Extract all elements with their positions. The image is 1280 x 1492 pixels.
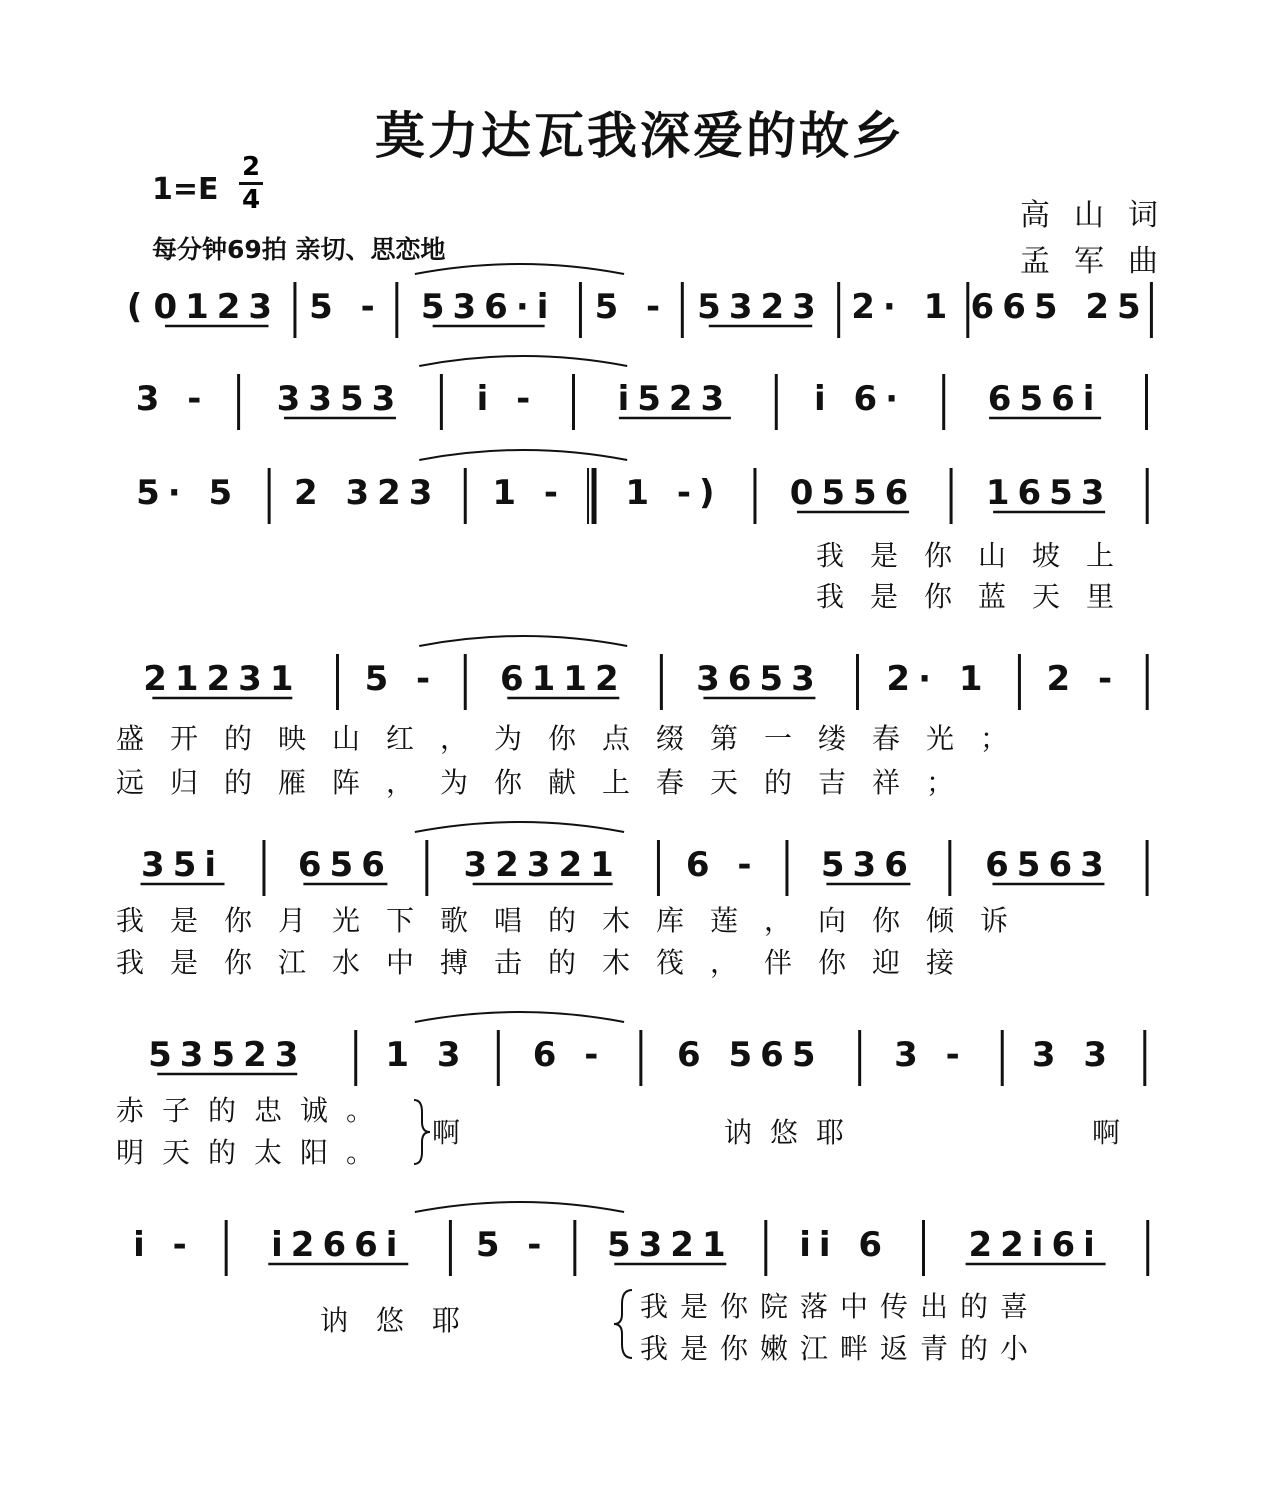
note-group: i -	[476, 379, 539, 419]
note-group: 3 -	[135, 379, 210, 419]
note-group: 536·i	[420, 287, 557, 327]
note-group: 5 -	[594, 287, 669, 327]
lyric-line: 我是你院落中传出的喜	[640, 1290, 1041, 1323]
note-group: 22i6i	[968, 1225, 1103, 1265]
note-group: 6112	[499, 659, 627, 699]
lyric-line: 赤子的忠诚。	[116, 1094, 393, 1127]
slur-arc	[419, 636, 627, 646]
note-group: 3 -	[894, 1035, 968, 1075]
verse-brace	[414, 1100, 430, 1164]
note-group: 0556	[789, 473, 917, 513]
note-group: 21231	[143, 659, 302, 699]
song-title: 莫力达瓦我深爱的故乡	[375, 107, 905, 165]
note-group: 6 -	[532, 1035, 607, 1075]
note-group: 0123	[153, 287, 281, 327]
note-group: 5· 5	[136, 473, 241, 513]
lyric-line: 我是你月光下歌唱的木库莲，向你倾诉	[116, 904, 1035, 937]
note-group: 2· 1	[886, 659, 991, 699]
time-signature-top: 2	[241, 152, 261, 182]
note-group: 2· 1	[851, 287, 956, 327]
note-group: 5 -	[475, 1225, 550, 1265]
note-group: 2 -	[1046, 659, 1121, 699]
note-group: 35i	[141, 845, 225, 885]
note-group: 2 323	[293, 473, 441, 513]
lyric-line: 明天的太阳。	[116, 1136, 393, 1169]
note-group: 3 3	[1031, 1035, 1116, 1075]
slur-arc	[419, 450, 627, 460]
note-group: 3353	[276, 379, 404, 419]
lyric-line: 讷悠耶	[724, 1116, 863, 1149]
verse-brace	[614, 1290, 632, 1358]
lyric-line: 我是你江水中搏击的木筏，伴你迎接	[116, 946, 981, 979]
lyric-line: 我是你蓝天里	[816, 580, 1141, 613]
lyricist-credit: 高山词	[1020, 198, 1182, 233]
note-group: 6563	[985, 845, 1112, 885]
note-group: 1 3	[385, 1035, 469, 1075]
note-group: 656	[297, 845, 393, 885]
lyric-line: 我是你嫩江畔返青的小	[640, 1332, 1041, 1365]
note-group: 5 -	[364, 659, 439, 699]
note-group: 5323	[697, 287, 824, 327]
time-signature-bottom: 4	[241, 185, 261, 215]
note-group: 6 -	[685, 845, 760, 885]
slur-arc	[415, 1012, 624, 1022]
note-group: i266i	[271, 1225, 406, 1265]
note-group: 536	[820, 845, 916, 885]
lyric-line: 盛开的映山红，为你点缀第一缕春光；	[116, 722, 1035, 755]
lyric-line: 我是你山坡上	[816, 539, 1141, 572]
note-group: 656i	[987, 379, 1103, 419]
composer-credit: 孟军曲	[1020, 244, 1182, 279]
lyric-line: 讷悠耶	[320, 1304, 489, 1337]
note-group: i 6·	[813, 379, 907, 419]
note-group: 1 -	[492, 473, 566, 513]
note-group: i523	[617, 379, 733, 419]
note-group: 3653	[696, 659, 823, 699]
lyric-line: 啊	[432, 1116, 479, 1149]
note-group: 665 25	[970, 287, 1149, 327]
note-group: i -	[133, 1225, 195, 1265]
slur-arc	[419, 356, 627, 366]
note-group: 5 -	[309, 287, 383, 327]
lyric-line: 啊	[1092, 1116, 1139, 1149]
slur-arc	[415, 264, 624, 274]
key-signature: 1=E	[152, 172, 219, 207]
note-group: (	[126, 287, 151, 327]
note-group: ii 6	[799, 1225, 891, 1265]
lyric-line: 远归的雁阵，为你献上春天的吉祥；	[116, 766, 981, 799]
tempo-marking: 每分钟69拍 亲切、思恋地	[152, 235, 446, 264]
note-group: 5321	[606, 1225, 734, 1265]
note-group: 32321	[463, 845, 622, 885]
slur-arc	[415, 1202, 624, 1212]
slur-arc	[415, 822, 624, 832]
note-group: 1653	[985, 473, 1113, 513]
note-group: 53523	[148, 1035, 307, 1075]
note-group: 1 -)	[625, 473, 723, 513]
note-group: 6 565	[677, 1035, 824, 1075]
